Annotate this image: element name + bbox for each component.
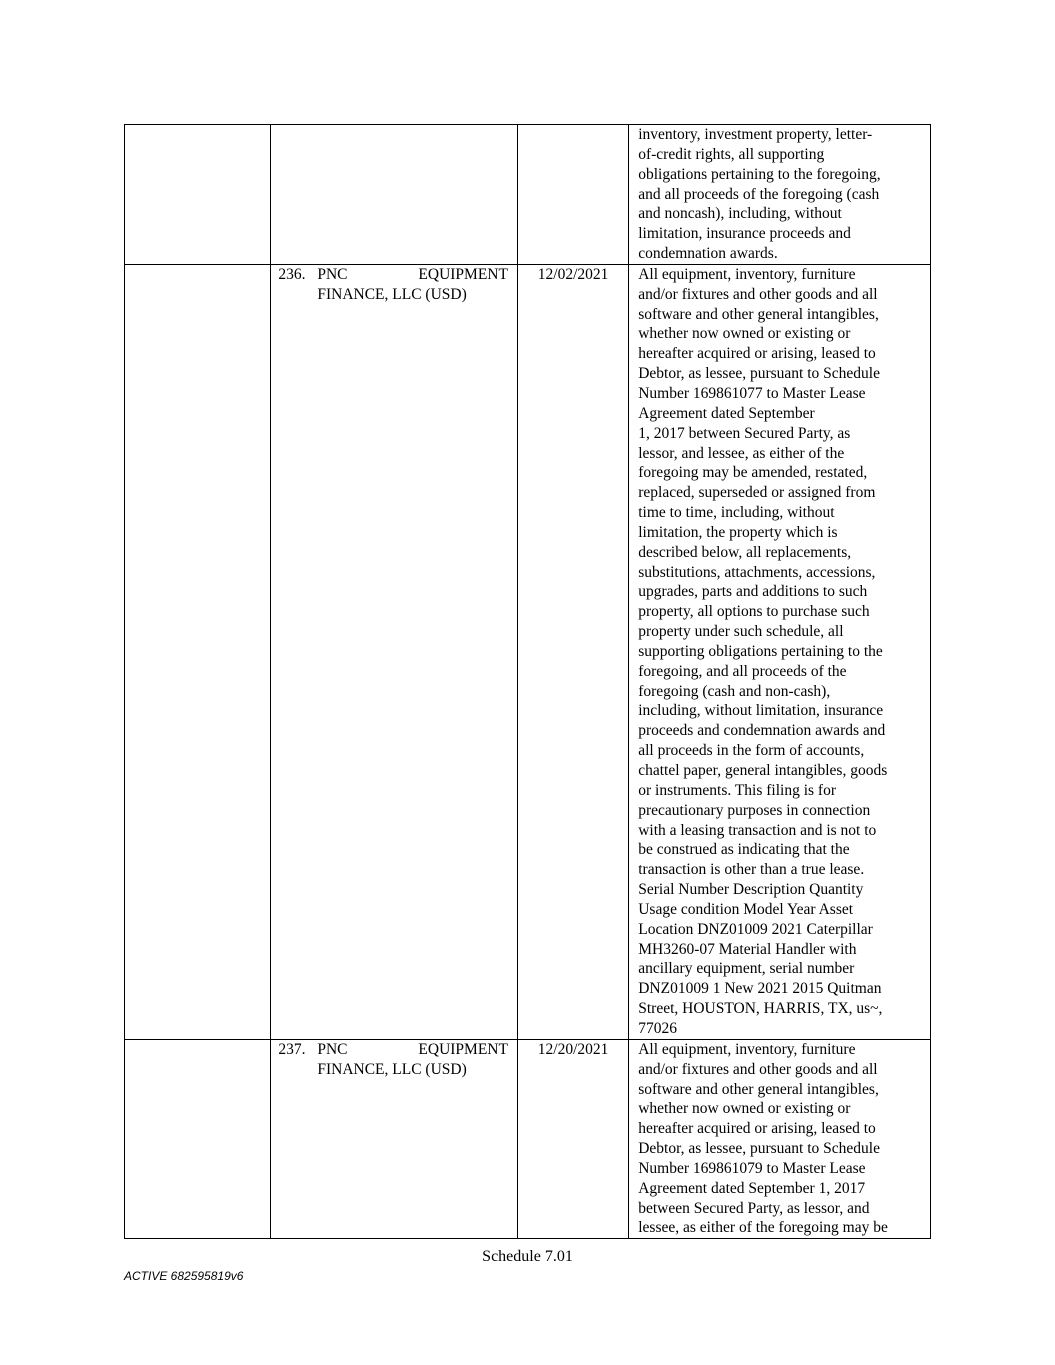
- secured-party-cell: [271, 1039, 518, 1238]
- secured-party-cell: [271, 125, 518, 265]
- secured-party: [271, 1040, 517, 1080]
- table-row: [125, 264, 931, 1039]
- party-name-word: PNC: [317, 1040, 348, 1058]
- debtor-cell: [125, 264, 271, 1039]
- item-number: 236.: [278, 265, 306, 283]
- debtor-cell: [125, 1039, 271, 1238]
- filing-date-cell: 12/02/2021: [517, 264, 628, 1039]
- item-number: 237.: [278, 1040, 306, 1058]
- page-footer-title: Schedule 7.01: [482, 1248, 573, 1265]
- table-row: [125, 125, 931, 265]
- filing-date-cell: 12/20/2021: [517, 1039, 628, 1238]
- document-id: ACTIVE 682595819v6: [124, 1269, 244, 1283]
- party-name-word: EQUIPMENT: [418, 1040, 508, 1058]
- party-name-line: FINANCE, LLC (USD): [317, 285, 467, 303]
- secured-party: [271, 265, 517, 305]
- collateral-description: All equipment, inventory, furniture and/or fixtures and other goods and all software and other general intangibles, whether now owned or existing or hereafter acquired or arising, leased to Debtor, as lessee, pursuant to Schedule Number 169861079 to Master Lease Agreement dated September 1, 2017 between Secured Party, as lessor, and lessee, as either of the foregoing may be: [629, 1039, 931, 1238]
- party-name-word: PNC: [317, 265, 348, 283]
- filing-date-cell: [517, 125, 628, 265]
- collateral-description: All equipment, inventory, furniture and/or fixtures and other goods and all software and other general intangibles, whether now owned or existing or hereafter acquired or arising, leased to Debtor, as lessee, pursuant to Schedule Number 169861077 to Master Lease Agreement dated September 1, 2017 between Secured Party, as lessor, and lessee, as either of the foregoing may be amended, restated, replaced, superseded or assigned from time to time, including, without limitation, the property which is described below, all replacements, substitutions, attachments, accessions, upgrades, parts and additions to such property, all options to purchase such property under such schedule, all supporting obligations pertaining to the foregoing, and all proceeds of the foregoing (cash and non-cash), including, without limitation, insurance proceeds and condemnation awards and all proceeds in the form of accounts, chattel paper, general intangibles, goods or instruments. This filing is for precautionary purposes in connection with a leasing transaction and is not to be construed as indicating that the transaction is other than a true lease. Serial Number Description Quantity Usage condition Model Year Asset Location DNZ01009 2021 Caterpillar MH3260-07 Material Handler with ancillary equipment, serial number DNZ01009 1 New 2021 2015 Quitman Street, HOUSTON, HARRIS, TX, us~, 77026: [629, 264, 931, 1039]
- secured-party-cell: [271, 264, 518, 1039]
- debtor-cell: [125, 125, 271, 265]
- schedule-table: [124, 124, 931, 1239]
- collateral-description: inventory, investment property, letter- of-credit rights, all supporting obligations pertaining to the foregoing, and all proceeds of the foregoing (cash and noncash), including, without limitation, insurance proceeds and condemnation awards.: [629, 125, 931, 265]
- party-name-line: FINANCE, LLC (USD): [317, 1060, 467, 1078]
- party-name-word: EQUIPMENT: [418, 265, 508, 283]
- table-row: [125, 1039, 931, 1238]
